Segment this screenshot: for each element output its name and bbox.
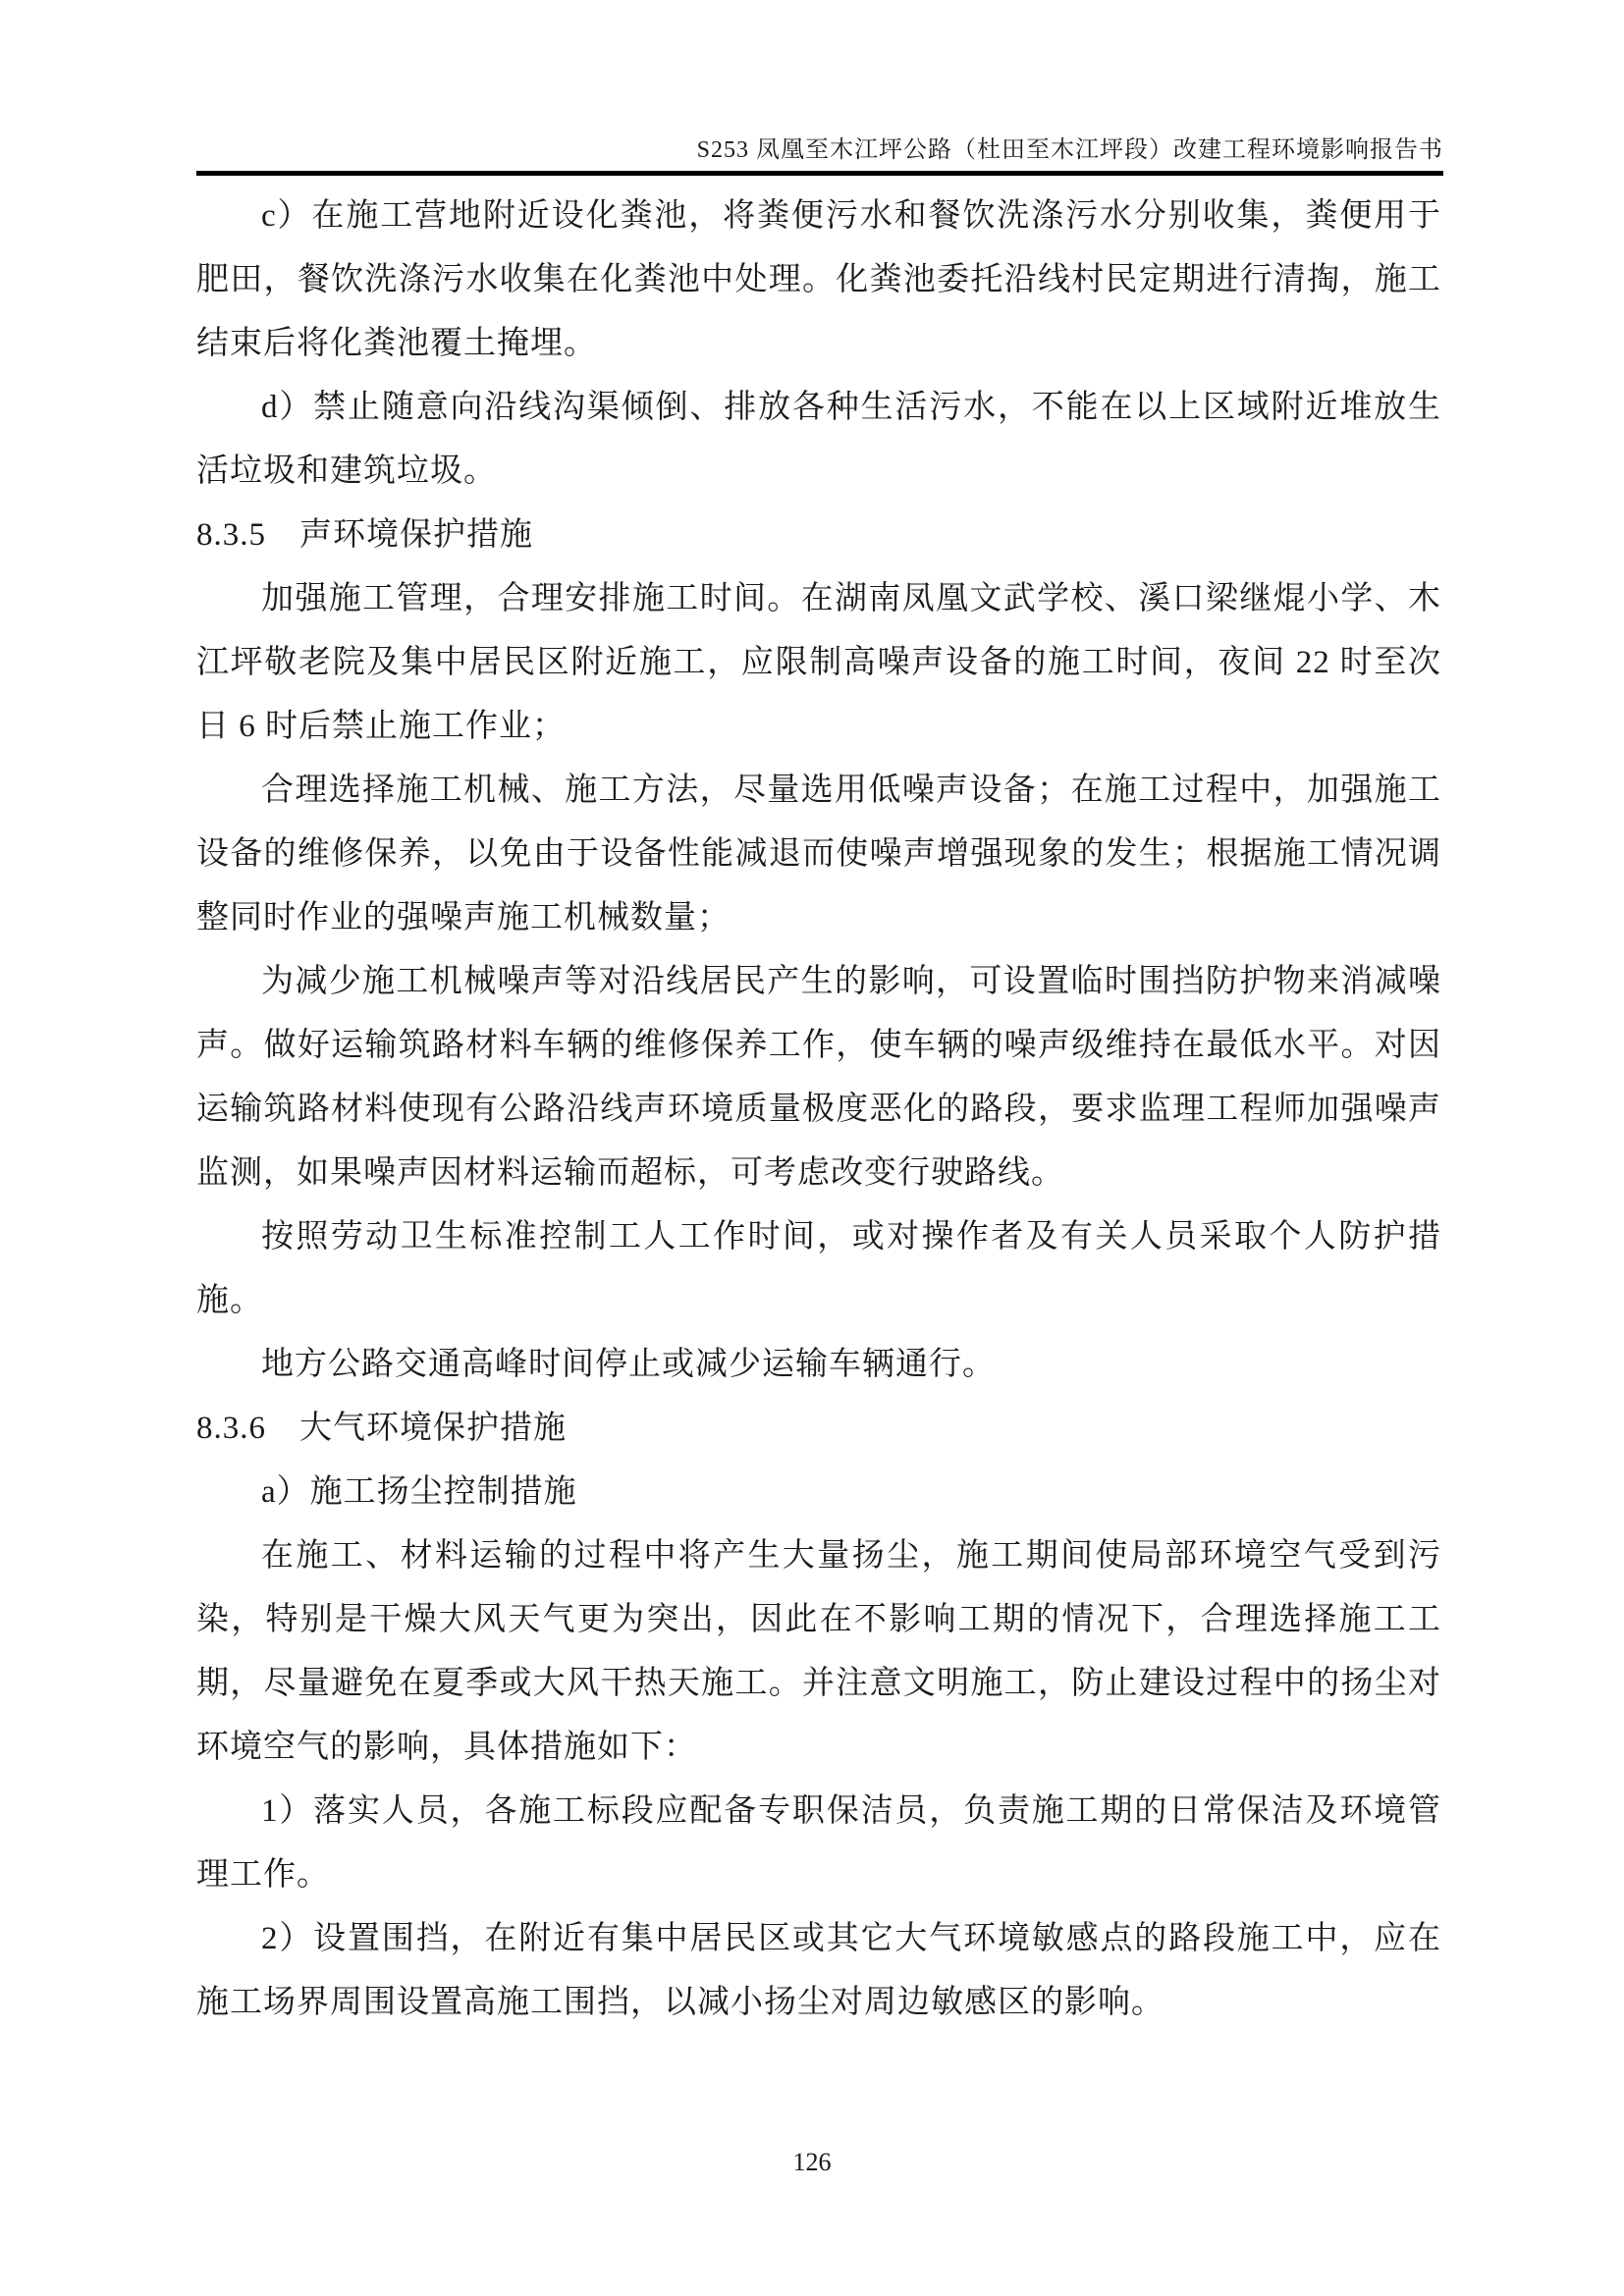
section-heading xyxy=(196,1397,1441,1461)
section-title: 大气环境保护措施 xyxy=(299,1411,567,1446)
paragraph: 1）落实人员，各施工标段应配备专职保洁员，负责施工期的日常保洁及环境管理工作。 xyxy=(196,1793,1441,1893)
paragraph: 在施工、材料运输的过程中将产生大量扬尘，施工期间使局部环境空气受到污染，特别是干燥大风天气更为突出，因此在不影响工期的情况下，合理选择施工工期，尽量避免在夏季或大风干热天施工。并注意文明施工，防止建设过程中的扬尘对环境空气的影响，具体措施如下： xyxy=(196,1538,1441,1765)
section-heading xyxy=(196,504,1441,567)
paragraph: 2）设置围挡，在附近有集中居民区或其它大气环境敏感点的路段施工中，应在施工场界周围设置高施工围挡，以减小扬尘对周边敏感区的影响。 xyxy=(196,1921,1441,2020)
paragraph: d）禁止随意向沿线沟渠倾倒、排放各种生活污水，不能在以上区域附近堆放生活垃圾和建筑垃圾。 xyxy=(196,390,1441,489)
paragraph: 地方公路交通高峰时间停止或减少运输车辆通行。 xyxy=(261,1347,996,1382)
paragraph: 为减少施工机械噪声等对沿线居民产生的影响，可设置临时围挡防护物来消减噪声。做好运输筑路材料车辆的维修保养工作，使车辆的噪声级维持在最低水平。对因运输筑路材料使现有公路沿线声环境质量极度恶化的路段，要求监理工程师加强噪声监测，如果噪声因材料运输而超标，可考虑改变行驶路线。 xyxy=(196,964,1441,1191)
section-number: 8.3.6 xyxy=(196,1411,266,1446)
paragraph: 按照劳动卫生标准控制工人工作时间，或对操作者及有关人员采取个人防护措施。 xyxy=(196,1219,1441,1318)
page-header xyxy=(196,135,1443,176)
document-body xyxy=(196,185,1441,2035)
report-title: S253 凤凰至木江坪公路（杜田至木江坪段）改建工程环境影响报告书 xyxy=(696,137,1443,163)
paragraph: a）施工扬尘控制措施 xyxy=(261,1474,577,1510)
section-number: 8.3.5 xyxy=(196,517,266,553)
paragraph: 合理选择施工机械、施工方法，尽量选用低噪声设备；在施工过程中，加强施工设备的维修保养，以免由于设备性能减退而使噪声增强现象的发生；根据施工情况调整同时作业的强噪声施工机械数量； xyxy=(196,773,1441,935)
paragraph: c）在施工营地附近设化粪池，将粪便污水和餐饮洗涤污水分别收集，粪便用于肥田，餐饮洗涤污水收集在化粪池中处理。化粪池委托沿线村民定期进行清掏，施工结束后将化粪池覆土掩埋。 xyxy=(196,198,1441,361)
paragraph: 加强施工管理，合理安排施工时间。在湖南凤凰文武学校、溪口梁继焜小学、木江坪敬老院及集中居民区附近施工，应限制高噪声设备的施工时间，夜间 22 时至次日 6 时后禁止施工作业； xyxy=(196,581,1441,744)
page-number: 126 xyxy=(792,2148,832,2176)
section-title: 声环境保护措施 xyxy=(299,517,533,553)
page-footer xyxy=(0,2148,1624,2177)
